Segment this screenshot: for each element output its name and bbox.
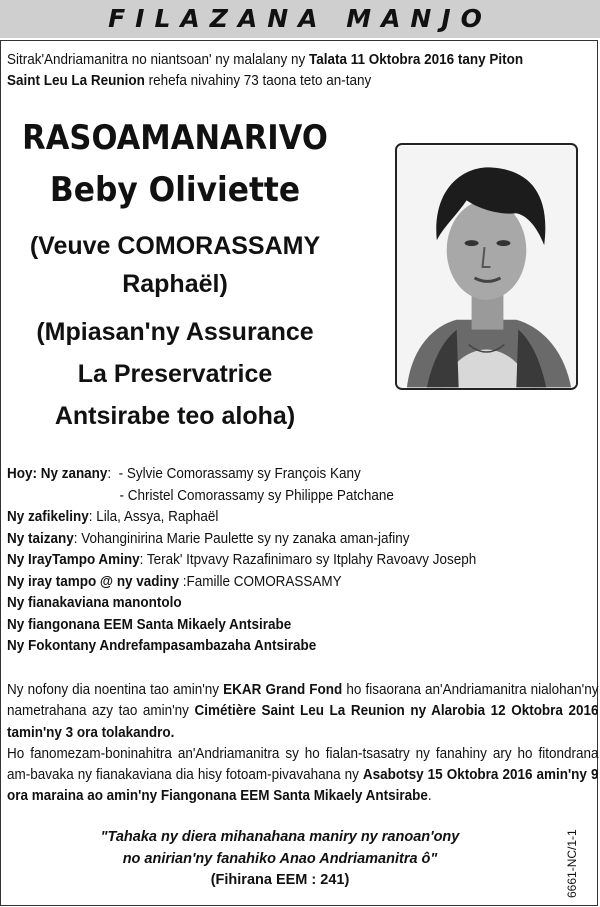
- intro-date-place: Talata 11 Oktobra 2016 tany Piton Saint Leu La Reunion: [7, 52, 524, 89]
- announcement-text: Ny nofony dia noentina tao amin'ny: [7, 682, 224, 698]
- family-children-row: Hoy: Ny zanany: - Sylvie Comorassamy sy François Kany: [7, 466, 361, 482]
- family-row: [7, 529, 556, 551]
- family-row-label: Ny taizany: [7, 530, 74, 547]
- announcement-paragraph-2: [7, 744, 598, 808]
- deceased-surname: RASOAMANARIVO: [22, 118, 328, 158]
- quote-line-2: no anirian'ny fanahiko Anao Andriamanitra ô": [122, 850, 438, 867]
- family-row-label: Ny IrayTampo Aminy: [7, 552, 140, 568]
- family-bold-row: [7, 593, 556, 615]
- announcement-paragraph-1: [7, 680, 598, 744]
- intro-paragraph: [7, 50, 556, 92]
- header-bar: [0, 0, 600, 38]
- family-row-value: : Vohanginirina Marie Paulette sy ny zanaka aman-jafiny: [73, 530, 410, 547]
- family-row: [7, 507, 556, 529]
- family-row-value: :Famille COMORASSAMY: [179, 573, 342, 590]
- deceased-portrait: [395, 143, 578, 390]
- announcement-service: Asabotsy 15 Oktobra 2016 amin'ny 9 ora maraina ao amin'ny Fiangonana EEM Santa Mikaely Antsirabe: [7, 767, 599, 805]
- family-row: [7, 572, 556, 594]
- family-bold-label: Ny fianakaviana manontolo: [7, 595, 182, 611]
- deceased-given-names: Beby Oliviette: [49, 170, 301, 210]
- announcement: [7, 680, 598, 808]
- family-bold-label: Ny Fokontany Andrefampasambazaha Antsirabe: [7, 638, 317, 654]
- portrait-image: [397, 145, 576, 388]
- family-row-value: : Lila, Assya, Raphaël: [88, 509, 219, 525]
- intro-text-2: rehefa nivahiny 73 taona teto an-tany: [144, 73, 372, 89]
- family-children-row-2: [7, 486, 556, 508]
- family-row-value: : Terak' Itpvavy Razafinimaro sy Itplahy Ravoavy Joseph: [139, 552, 477, 568]
- family-list: [7, 464, 556, 658]
- quote-line-1: "Tahaka ny diera mihanahana maniry ny ranoan'ony: [100, 829, 460, 845]
- hoy-label: Hoy: Ny zanany: [7, 466, 108, 482]
- family-bold-row: [7, 615, 556, 637]
- deceased-line-2: Raphaël): [122, 270, 228, 298]
- announcement-venue: EKAR Grand Fond: [223, 682, 343, 698]
- header-title: FILAZANA MANJO: [108, 4, 492, 33]
- family-row-label: Ny iray tampo @ ny vadiny: [7, 573, 180, 590]
- announcement-text: .: [427, 788, 432, 805]
- child-1: - Sylvie Comorassamy sy François Kany: [118, 466, 361, 482]
- announcement-text: ho fisaorana an'Andriamanitra nialohan'ny nametrahana azy tao amin'ny: [7, 682, 599, 720]
- hymn-quote: [70, 827, 490, 892]
- reference-code: 6661-NC/1-1: [565, 829, 579, 898]
- family-bold-row: [7, 636, 556, 658]
- family-bold-label: Ny fiangonana EEM Santa Mikaely Antsirabe: [7, 616, 292, 633]
- intro-text-1: Sitrak'Andriamanitra no niantsoan' ny malalany ny: [7, 52, 309, 68]
- family-row-label: Ny zafikeliny: [7, 509, 89, 525]
- deceased-line-5: Antsirabe teo aloha): [54, 402, 296, 430]
- announcement-text: Ho fanomezam-boninahitra an'Andriamanitra sy ho fialan-tsasatry ny fanahiny ary ho fitondrana am-bavaka ny fianakaviana dia hisy fotoam-pivavahana ny: [7, 745, 599, 784]
- quote-source: (Fihirana EEM : 241): [210, 872, 350, 888]
- announcement-burial: Cimétière Saint Leu La Reunion ny Alarobia 12 Oktobra 2016 tamin'ny 3 ora tolakandro.: [7, 703, 599, 741]
- deceased-line-4: La Preservatrice: [77, 360, 273, 388]
- child-2: - Christel Comorassamy sy Philippe Patchane: [119, 487, 394, 504]
- deceased-line-1: (Veuve COMORASSAMY: [29, 232, 321, 260]
- deceased-line-3: (Mpiasan'ny Assurance: [36, 318, 314, 346]
- family-row: [7, 550, 556, 572]
